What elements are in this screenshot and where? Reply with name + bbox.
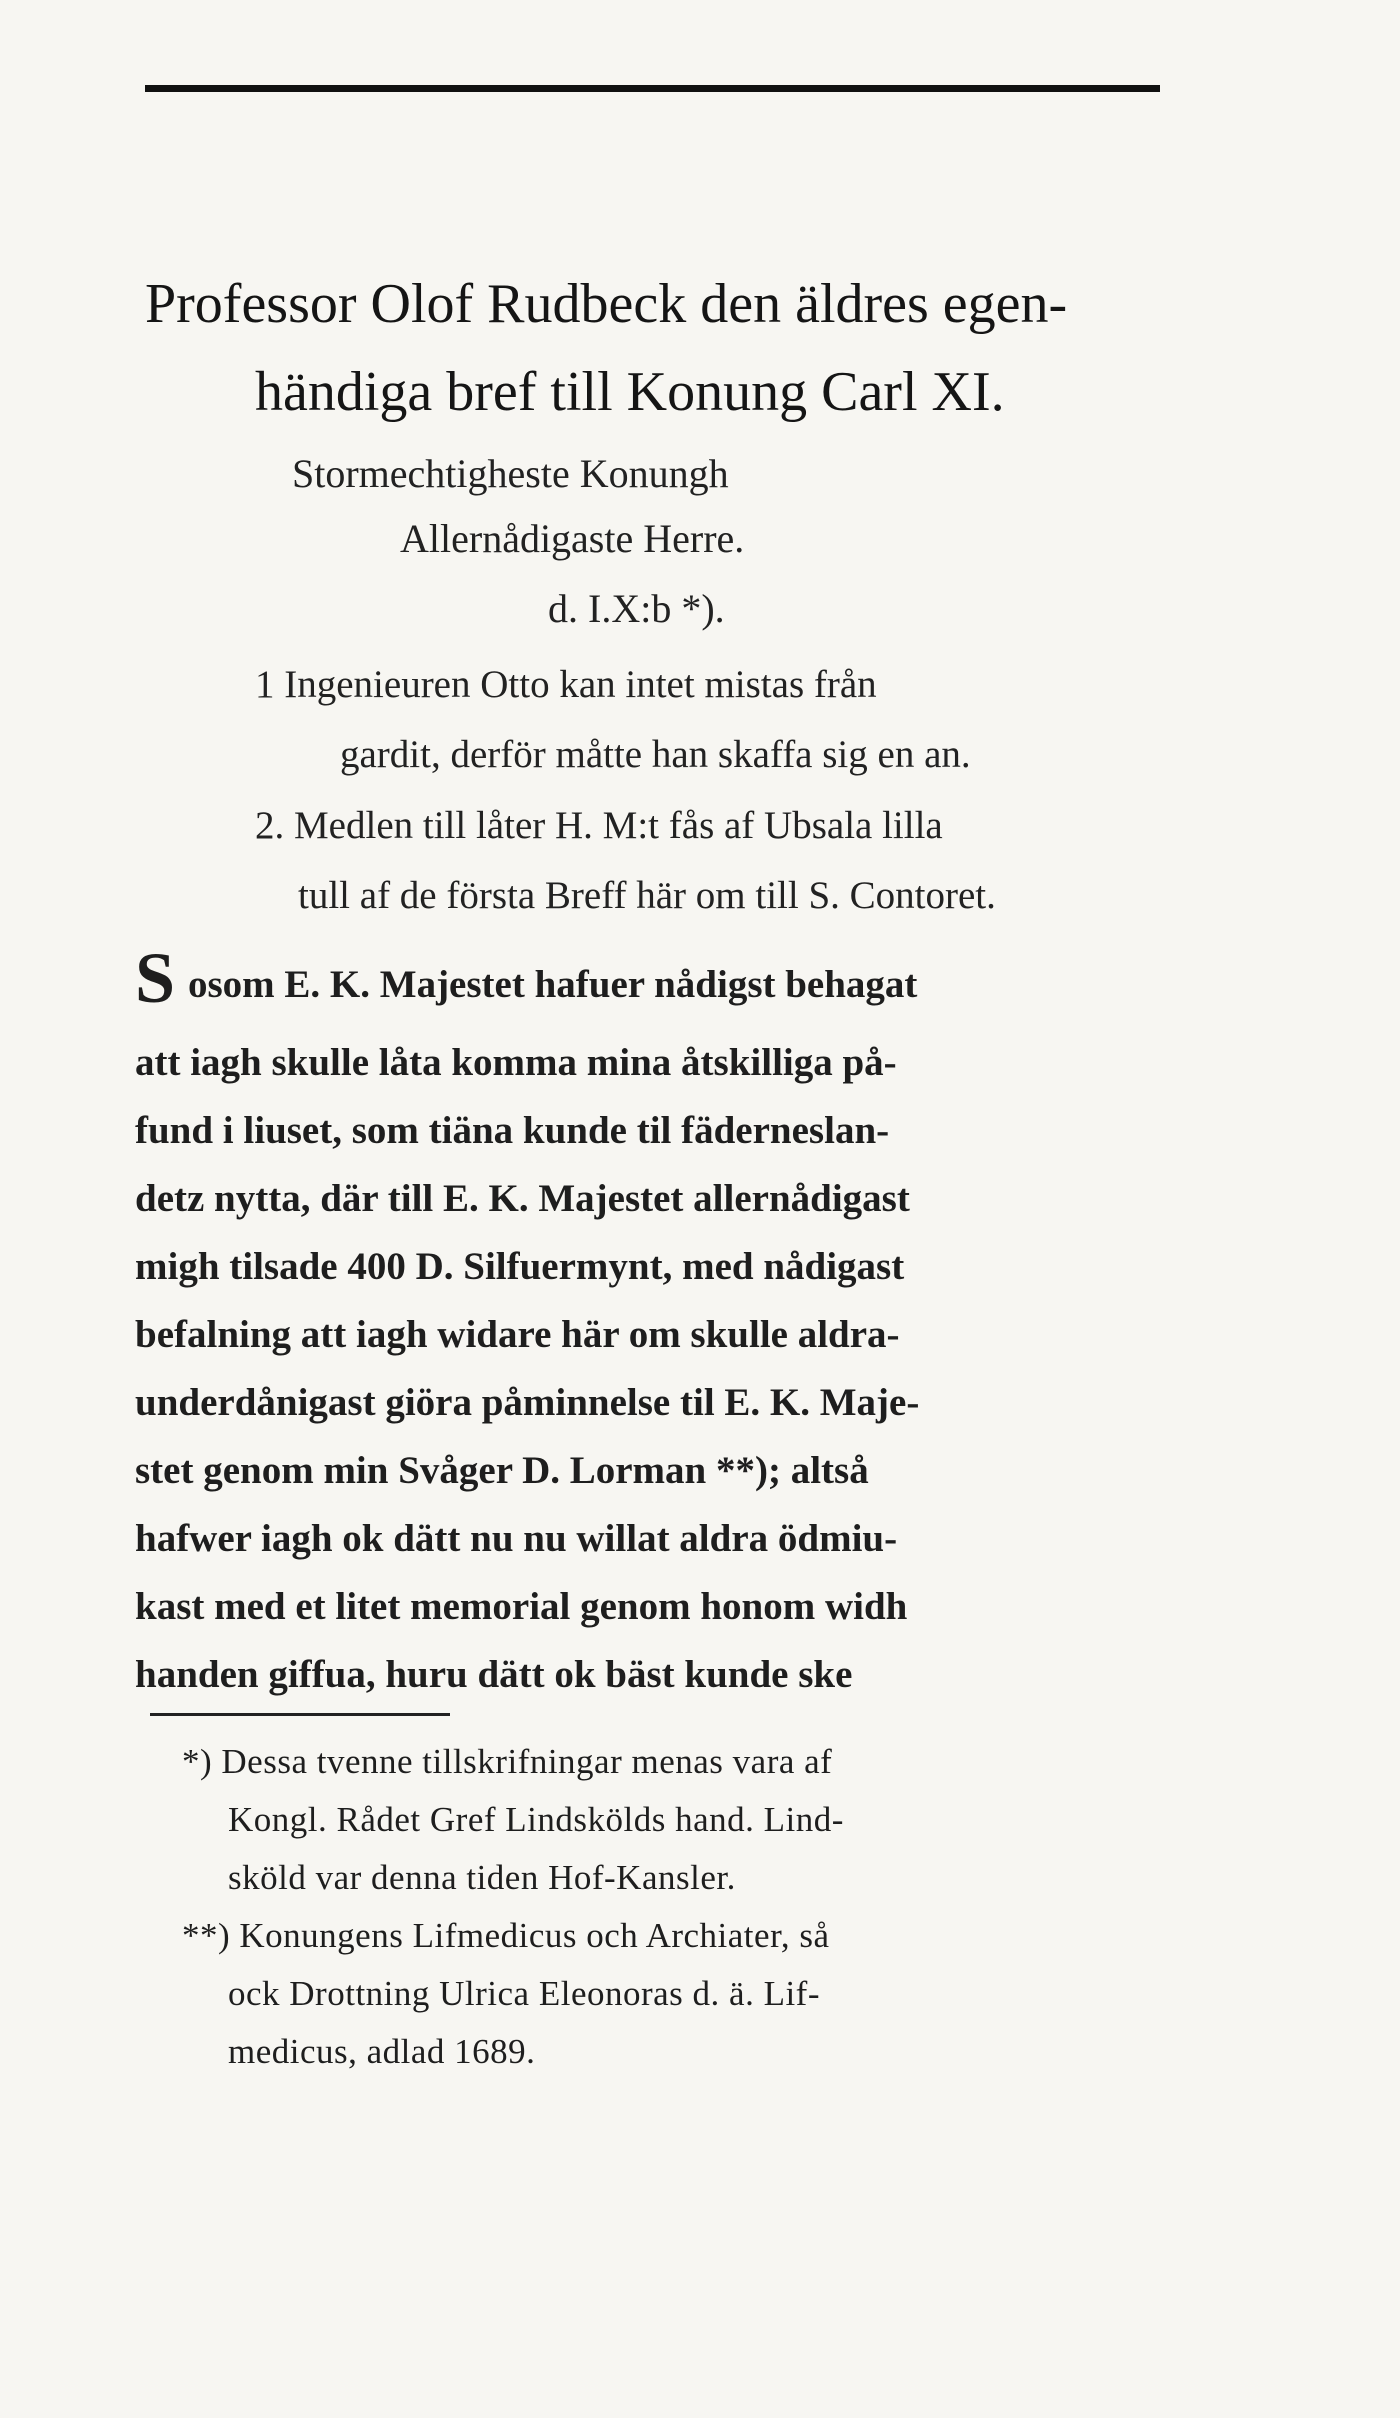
body-line-3: fund i liuset, som tiäna kunde til fäderneslan- bbox=[135, 1109, 890, 1152]
body-line-9: hafwer iagh ok dätt nu nu willat aldra ödmiu- bbox=[135, 1517, 898, 1560]
item-line-4: tull af de första Breff här om till S. Contoret. bbox=[298, 874, 996, 917]
date-line: d. I.X:b *). bbox=[548, 586, 725, 631]
top-rule bbox=[145, 85, 1160, 92]
title-line-2: händiga bref till Konung Carl XI. bbox=[255, 361, 1005, 423]
salutation-line-2: Allernådigaste Herre. bbox=[400, 516, 745, 561]
body-line-1: osom E. K. Majestet hafuer nådigst behagat bbox=[188, 963, 918, 1006]
item-line-2: gardit, derför måtte han skaffa sig en an. bbox=[340, 733, 971, 776]
footnote-rule bbox=[150, 1713, 450, 1716]
body-line-5: migh tilsade 400 D. Silfuermynt, med nådigast bbox=[135, 1245, 905, 1288]
body-line-7: underdånigast giöra påminnelse til E. K. Maje- bbox=[135, 1381, 920, 1424]
drop-cap: S bbox=[135, 938, 176, 1018]
body-line-8: stet genom min Svåger D. Lorman **); altså bbox=[135, 1449, 869, 1492]
footnote-line-5: ock Drottning Ulrica Eleonoras d. ä. Lif- bbox=[228, 1974, 820, 2013]
item-line-3: 2. Medlen till låter H. M:t fås af Ubsala lilla bbox=[255, 804, 943, 847]
footnote-line-6: medicus, adlad 1689. bbox=[228, 2032, 536, 2071]
title-line-1: Professor Olof Rudbeck den äldres egen- bbox=[145, 273, 1068, 335]
body-line-4: detz nytta, där till E. K. Majestet allernådigast bbox=[135, 1177, 910, 1220]
body-line-11: handen giffua, huru dätt ok bäst kunde ske bbox=[135, 1653, 853, 1696]
body-line-2: att iagh skulle låta komma mina åtskilliga på- bbox=[135, 1041, 897, 1084]
body-line-10: kast med et litet memorial genom honom widh bbox=[135, 1585, 908, 1628]
item-line-1: 1 Ingenieuren Otto kan intet mistas från bbox=[255, 663, 877, 706]
salutation-line-1: Stormechtigheste Konungh bbox=[292, 451, 729, 496]
footnote-line-2: Kongl. Rådet Gref Lindskölds hand. Lind- bbox=[228, 1800, 844, 1839]
body-line-6: befalning att iagh widare här om skulle aldra- bbox=[135, 1313, 900, 1356]
footnote-line-3: sköld var denna tiden Hof-Kansler. bbox=[228, 1858, 736, 1897]
footnote-line-1: *) Dessa tvenne tillskrifningar menas vara af bbox=[182, 1742, 833, 1781]
footnote-line-4: **) Konungens Lifmedicus och Archiater, så bbox=[182, 1916, 830, 1955]
